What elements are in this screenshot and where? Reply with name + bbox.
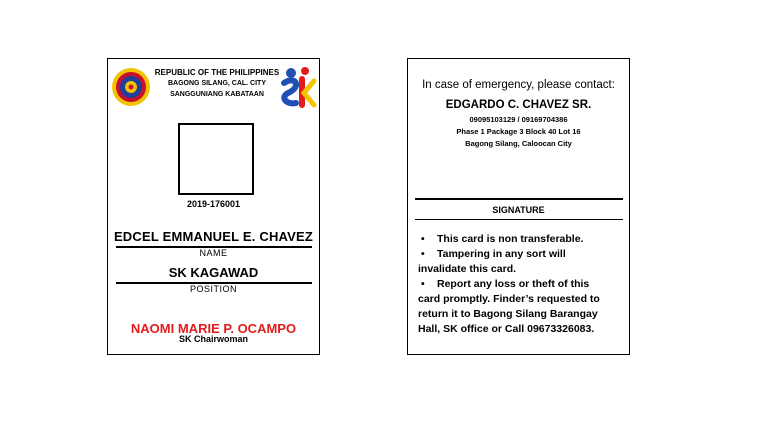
card-header [154, 67, 280, 100]
contact-address-line1: Phase 1 Package 3 Block 40 Lot 16 [456, 127, 581, 136]
id-card-back [407, 58, 630, 355]
header-sk: SANGGUNIANG KABATAAN [170, 91, 264, 98]
header-republic: REPUBLIC OF THE PHILIPPINES [154, 68, 280, 77]
photo-placeholder [178, 123, 254, 195]
signature-label: SIGNATURE [492, 205, 545, 215]
holder-position: SK KAGAWAD [168, 265, 259, 280]
rule-item-cont: card promptly. Finder’s requested to [418, 293, 600, 305]
signature-divider [415, 219, 623, 220]
signature-line [415, 198, 623, 200]
header-barangay: BAGONG SILANG, CAL. CITY [168, 80, 266, 87]
chairperson-title: SK Chairwoman [178, 334, 248, 344]
contact-name: EDGARDO C. CHAVEZ SR. [445, 99, 592, 111]
rule-item-cont: return it to Bagong Silang Barangay [418, 308, 598, 320]
rule-item-cont: Hall, SK office or Call 09673326083. [418, 323, 595, 335]
rule-item: • Tampering in any sort will [421, 248, 566, 260]
position-caption: POSITION [189, 284, 237, 294]
id-card-front [107, 58, 320, 355]
contact-address-line2: Bagong Silang, Caloocan City [465, 139, 572, 148]
rule-item: • Report any loss or theft of this [421, 278, 590, 290]
rule-item: • This card is non transferable. [421, 233, 584, 245]
card-rules [418, 232, 628, 337]
contact-phone: 09095103129 / 09169704386 [469, 115, 568, 124]
barangay-seal-icon [111, 67, 151, 107]
chairperson-name: NAOMI MARIE P. OCAMPO [130, 321, 297, 336]
emergency-label: In case of emergency, please contact: [422, 79, 615, 91]
sk-logo-icon [278, 65, 318, 109]
name-caption: NAME [199, 248, 228, 258]
holder-name: EDCEL EMMANUEL E. CHAVEZ [113, 229, 314, 244]
rule-item-cont: invalidate this card. [418, 263, 517, 275]
id-number: 2019-176001 [186, 199, 241, 209]
